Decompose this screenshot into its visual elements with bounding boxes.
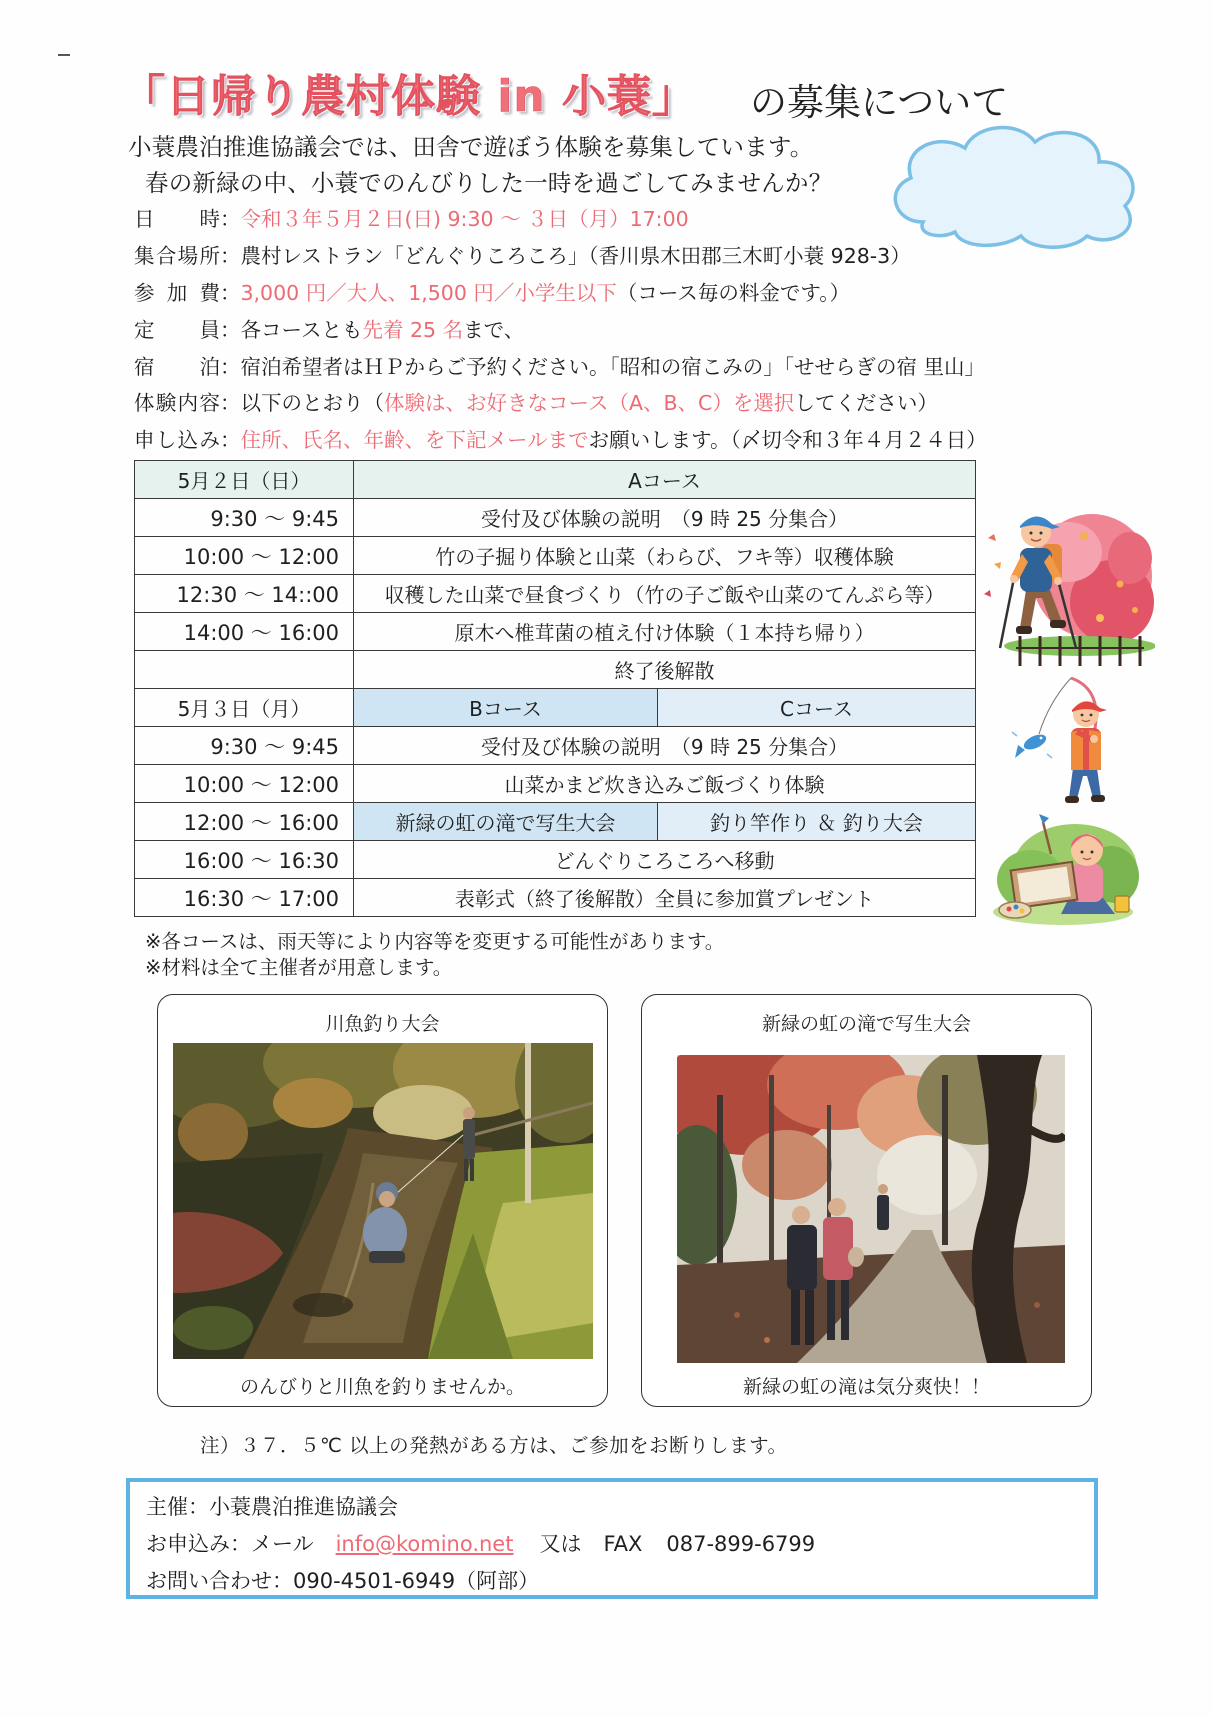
table-row [135,499,976,537]
contact-box [126,1478,1098,1599]
detail-colon: ： [220,428,241,452]
detail-value-accent: 体験は、お好きなコース（A、B、C）を選択 [384,391,795,415]
paint-bucket [1115,896,1129,912]
activity-cell: 受付及び体験の説明 （9 時 25 分集合） [354,499,976,537]
time-cell: 10:00 ～ 12:00 [135,537,354,575]
detail-value: 農村レストラン「どんぐりころころ」（香川県木田郡三木町小蓑 928-3） [240,244,911,268]
time-cell: 12:00 ～ 16:00 [135,803,354,841]
day1-date: 5月２日（日） [135,461,354,499]
or-label: 又は [539,1532,582,1556]
detail-value-accent: 先着 25 名 [362,318,464,342]
cloud-icon [881,118,1144,252]
detail-colon: ： [220,355,241,379]
detail-lodging [134,354,985,380]
schedule-table [134,460,976,917]
day2-date: 5月３日（月） [135,689,354,727]
sketchbook [1011,862,1078,908]
course-b-header: Bコース [354,689,658,727]
table-row [135,765,976,803]
photo-card-title: 川魚釣り大会 [325,1013,440,1035]
detail-value-accent: 3,000 円／大人、1,500 円／小学生以下 [240,281,617,305]
boy-figure [1065,701,1107,803]
detail-label: 宿 泊 [134,355,220,379]
activity-cell: 収穫した山菜で昼食づくり（竹の子ご飯や山菜のてんぷら等） [354,575,976,613]
application-label: お申込み：メール [146,1532,314,1556]
page-title-suffix: の募集について [750,81,1009,124]
fishing-boy-icon [1007,672,1128,806]
fish-icon [1015,731,1048,758]
application-line [146,1528,815,1558]
detail-meeting-place [134,243,911,269]
detail-capacity [134,317,524,343]
table-row [135,575,976,613]
time-cell: 9:30 ～ 9:45 [135,499,354,537]
table-row [135,841,976,879]
table-row [135,727,976,765]
time-cell: 16:00 ～ 16:30 [135,841,354,879]
falling-leaves [984,534,1001,597]
time-cell: 16:30 ～ 17:00 [135,879,354,917]
hiker-icon [980,498,1155,670]
detail-label: 参 加 費 [134,281,220,305]
activity-cell: 山菜かまど炊き込みご飯づくり体験 [354,765,976,803]
photo-card-caption: のんびりと川魚を釣りませんか。 [239,1376,525,1398]
detail-colon: ： [220,318,241,342]
detail-colon: ： [220,281,241,305]
table-row [135,537,976,575]
time-cell: 10:00 ～ 12:00 [135,765,354,803]
host-line: 主催：小蓑農泊推進協議会 [146,1495,398,1519]
detail-label: 集合場所 [134,244,220,268]
detail-value-after: してください） [794,391,938,415]
intro-line-2: 春の新緑の中、小蓑でのんびりした一時を過ごしてみませんか？ [145,169,833,197]
photo-card-title: 新緑の虹の滝で写生大会 [761,1013,971,1035]
day1-end-cell: 終了後解散 [354,651,976,689]
email-link[interactable]: info@komino.net [335,1532,514,1556]
intro-line-1: 小蓑農泊推進協議会では、田舎で遊ぼう体験を募集しています。 [128,133,814,161]
detail-colon: ： [220,244,241,268]
inquiry-line: お問い合わせ：090-4501-6949（阿部） [146,1569,540,1593]
detail-content [134,390,938,416]
activity-cell: 原木へ椎茸菌の植え付け体験（１本持ち帰り） [354,613,976,651]
scan-mark [58,54,70,56]
detail-application [134,427,987,453]
course-a-header: Aコース [354,461,976,499]
table-row [135,689,976,727]
course-b-activity: 新緑の虹の滝で写生大会 [354,803,658,841]
cloud-shape [895,128,1133,248]
paint-palette [999,902,1031,918]
painting-girl-icon [991,810,1139,927]
detail-value: 以下のとおり（ [240,391,384,415]
detail-datetime [134,206,689,232]
detail-label: 日 時 [134,207,220,231]
fax-label: FAX [603,1532,643,1556]
table-row [135,613,976,651]
detail-label: 体験内容 [134,391,220,415]
photo-card-sketching [641,994,1092,1407]
forest-photo [677,1055,1065,1363]
table-row [135,803,976,841]
fever-notice: 注）３７．５℃ 以上の発熱がある方は、ご参加をお断りします。 [200,1434,788,1457]
course-c-activity: 釣り竿作り ＆ 釣り大会 [658,803,976,841]
detail-colon: ： [220,207,241,231]
table-row [135,879,976,917]
time-cell: 9:30 ～ 9:45 [135,727,354,765]
table-row [135,651,976,689]
empty-cell [135,651,354,689]
activity-cell: どんぐりころころへ移動 [354,841,976,879]
detail-value: 宿泊希望者はＨＰからご予約ください。「昭和の宿こみの」「せせらぎの宿 里山」 [240,355,986,379]
fax-number: 087-899-6799 [666,1532,816,1556]
activity-cell: 受付及び体験の説明 （9 時 25 分集合） [354,727,976,765]
note-weather: ※各コースは、雨天等により内容等を変更する可能性があります。 [145,930,725,953]
detail-value-after: （コース毎の料金です。） [616,281,851,305]
time-cell: 12:30 ～ 14::00 [135,575,354,613]
note-materials: ※材料は全て主催者が用意します。 [145,956,453,979]
time-cell: 14:00 ～ 16:00 [135,613,354,651]
detail-value-after: お願いします。（〆切令和３年４月２４日） [588,428,987,452]
detail-label: 定 員 [134,318,220,342]
detail-colon: ： [220,391,241,415]
detail-fee [134,280,850,306]
table-row [135,461,976,499]
fishing-photo [173,1043,593,1359]
photo-card-fishing [157,994,608,1407]
detail-label: 申し込み [134,428,220,452]
activity-cell: 表彰式（終了後解散）全員に参加賞プレゼント [354,879,976,917]
detail-value-accent: 令和３年５月２日(日) 9:30 ～ ３日（月）17:00 [240,207,689,231]
detail-value-accent: 住所、氏名、年齢、を下記メールまで [240,428,589,452]
activity-cell: 竹の子掘り体験と山菜（わらび、フキ等）収穫体験 [354,537,976,575]
detail-value-after: まで、 [463,318,525,342]
page-title: 「日帰り農村体験 in 小蓑」 [121,71,698,122]
photo-card-caption: 新緑の虹の滝は気分爽快！！ [742,1376,990,1398]
detail-value: 各コースとも [240,318,363,342]
course-c-header: Cコース [658,689,976,727]
